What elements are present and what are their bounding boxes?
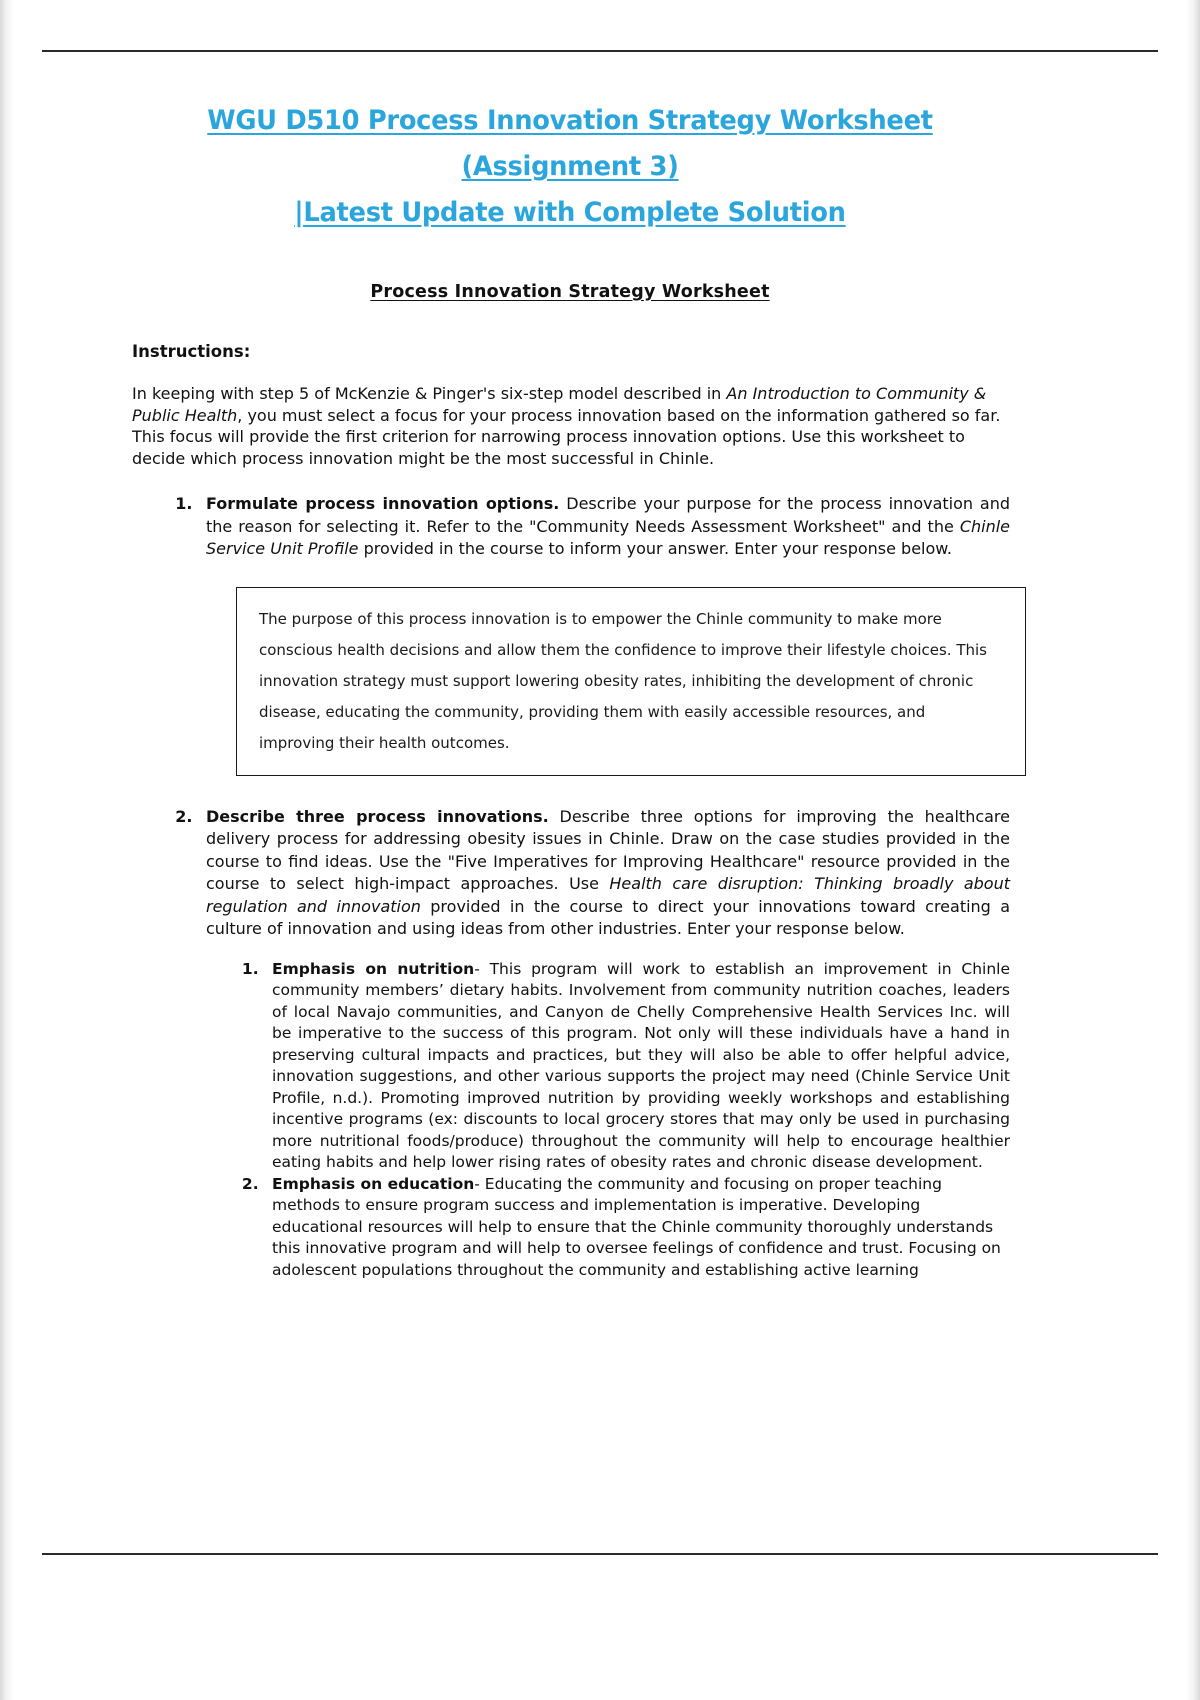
header-rule — [42, 50, 1158, 52]
page-title-line-1: WGU D510 Process Innovation Strategy Worksheet (Assignment 3) — [207, 105, 933, 182]
task-item-1-italic-title: Chinle Service Unit Profile — [206, 516, 1010, 558]
page-edge-right-shadow — [1186, 0, 1200, 1700]
innovation-item-education — [264, 1174, 1010, 1282]
task-item-2 — [198, 806, 1010, 1282]
task-item-1-text-part-2: provided in the course to inform your answer. Enter your response below. — [358, 539, 952, 558]
spacer-after-answer-box — [206, 776, 1010, 806]
innovation-list — [206, 959, 1010, 1282]
task-item-1-heading: Formulate process innovation options. — [206, 494, 560, 513]
task-item-1-text-part-1: Describe your purpose for the process innovation and the reason for selecting it. Refer to the "Community Needs Assessment Worksheet" and the — [206, 494, 1011, 536]
answer-textbox-purpose-text: The purpose of this process innovation is to empower the Chinle community to make more conscious health decisions and allow them the confidence to improve their lifestyle choices. This innovation strategy must support lowering obesity rates, inhibiting the development of chronic disease, educating the community, providing them with easily accessible resources, and improving their health outcomes. — [259, 609, 987, 752]
task-item-2-italic-title: Health care disruption: Thinking broadly about regulation and innovation — [206, 874, 1010, 916]
innovation-item-nutrition-text: - This program will work to establish an improvement in Chinle community members’ dietary habits. Involvement from community nutrition coaches, leaders of local Navajo communities, and Canyon de Chelly Comprehensive Health Services Inc. will be imperative to the success of this program. Not only will these individuals have a hand in preserving cultural impacts and practices, but they will also be able to offer helpful advice, innovation suggestions, and other various supports the project may need (Chinle Service Unit Profile, n.d.). Promoting improved nutrition by providing weekly workshops and establishing incentive programs (ex: discounts to local grocery stores that may only be used in purchasing more nutritional foods/produce) throughout the community will help to encourage healthier eating habits and help lower rising rates of obesity rates and chronic disease development. — [272, 959, 1010, 1171]
page-title — [143, 98, 997, 236]
page-edge-left-shadow — [0, 0, 14, 1700]
page-title-line-2: |Latest Update with Complete Solution — [294, 197, 846, 228]
innovation-item-education-text: - Educating the community and focusing on proper teaching methods to ensure program success and implementation is imperative. Developing educational resources will help to ensure that the Chinle community thoroughly understands this innovative program and will help to oversee feelings of confidence and trust. Focusing on adolescent populations throughout the community and establishing active learning — [272, 1174, 1001, 1279]
innovation-item-nutrition-heading: Emphasis on nutrition — [272, 959, 475, 978]
instructions-label: Instructions: — [132, 342, 251, 361]
instructions-paragraph — [132, 383, 1010, 469]
worksheet-subtitle: Process Innovation Strategy Worksheet — [370, 282, 770, 302]
task-item-1 — [198, 493, 1010, 806]
innovation-item-nutrition — [264, 959, 1010, 1174]
task-item-2-text-part-2: provided in the course to direct your innovations toward creating a culture of innovation and using ideas from other industries. Enter your response below. — [206, 896, 1011, 938]
innovation-item-education-heading: Emphasis on education — [272, 1174, 475, 1193]
task-list — [130, 493, 1010, 1281]
document-content — [130, 98, 1010, 1281]
instructions-italic-title-1: An Introduction to Community & Public Health — [132, 384, 987, 425]
task-item-2-text-part-1: Describe three options for improving the healthcare delivery process for addressing obesity issues in Chinle. Draw on the case studies provided in the course to find ideas. Use the "Five Imperatives for Improving Healthcare" resource provided in the course to select high-impact approaches. Use — [206, 806, 1010, 893]
footer-rule — [42, 1553, 1158, 1555]
answer-textbox-purpose[interactable] — [236, 587, 1026, 776]
instructions-text-part-2: , you must select a focus for your process innovation based on the information gathered so far. This focus will provide the first criterion for narrowing process innovation options. Use this worksheet to decide which process innovation might be the most successful in Chinle. — [132, 405, 1001, 468]
instructions-text-part-1: In keeping with step 5 of McKenzie & Pinger's six-step model described in — [132, 384, 727, 403]
task-item-2-heading: Describe three process innovations. — [206, 806, 549, 826]
